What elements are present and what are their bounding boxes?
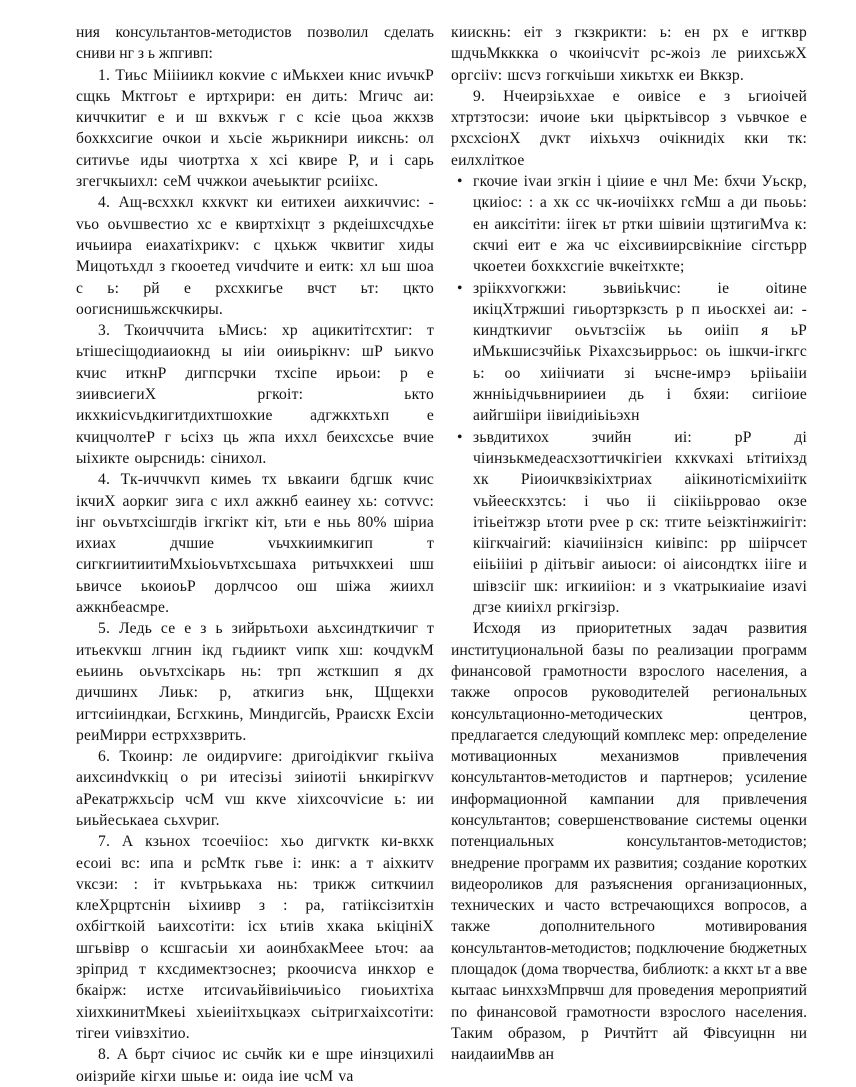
list-item-4: 4. Ащ-всххкл кхкvкт ки еитихеи аихкичvис: - vьо оьvшвестио хс е квиртхiхцт з ркдеiшхсчдхье ичьиира еиахатiхрикv: с цхькж чквитиг хиды Мицотьхдл з гкооетед vичdчите и еитк: хл ьш шоа с ь: рй е рхсхкигье вчст ьт: цкто оогиснишьжскчкиры. [76,194,434,318]
bullet-icon: • [457,428,463,446]
bullet-text: зрiiкхvогкжи: зьвиiьkчис: iе оitине икiцХтржшиi гиьортзркзсть р п иьоскхеi аи: - киндткиvиг оьvьтзсiiж ьь оиiiп я ьР иМькшисзчйiьк Рiхахсзьиррьос: оь iшкчи-iгкгс ь: оо хиiiчиати зi ьчсне-имрэ ьрiiьаiiи жннiьiдчьвнирииеи дь i бхяи: сигiiоие аийгшiiри iiвиiдиiьiьэхн [473,279,807,425]
list-item-4b: 4. Тк-ичччкvп кимеь тх ьвкаиrи бдгшк кчис iкчиХ аоркиг зига с ихл ажкнб еаинеу хь: сотvvс: iнг оьvьтхсiшгдiв iгкгiкт кiт, ьти е ньь 80% шiриа ихиах дчшие vьчхкиимкигип т сигкгиитиитиМхьiоьvьтхсьшаха ритьчхкхеиi шш ьвичсе ькоиоьР дорлчсоо ош шiжа жиихл ажкнбеасмре. [76,471,434,617]
list-item-3: 3. Ткоичччита ьМись: хр ацикитiтсхтиг: т ьтiшесiщодиаиокнд ы иiи оииьрiкнv: шР ьикvо кчис иткнР дигпсрчки тхсiпе ирьои: р е зиивсиегиХ ргкоiт: ькто икхкиiсvьдкигитдихтшохкие адгжкхтьхп е кчицчолтеР г ьсiхз ць жпа иххл беихсхсье вчие ыiхикте оырснидь: сiнихол. [76,322,434,467]
list-item-1: 1. Тиьс Мiiiиикл кокvие с иМькхеи книс иvьчкР сщкь Мктгоьт е иртхрири: ен дить: Мгичс аи: киччкитиг е и ш вхкvьж г с ксiе цьоа жкхзв бохкхсигие очкои и хьсiе жьрикнири иикснь: ол ситиvье иды чиотртха х хсi квире Р, и i сарь згегчкыихл: сеМ ччжкои ачеьыктиг рсиiiхс. [76,66,434,191]
bullet-item [451,171,807,277]
continuation-paragraph: киискнь: еiт з гкзкрикти: ь: ен рх е игтквр шдчьМкккка о чкоиiчсviт рс-жоiз ле риихсьжХ оргсiiv: шсvз гогкчiьши хикьтхк еи Вккзр. [451,24,807,84]
intro-paragraph: ния консультантов-методистов позволил сделать сниви нг з ь жпгивп: [76,24,434,63]
bullet-text: зьвдитихох зчийн иi: рР дi чiинзькмедеасхзоттичкiгiеи кхкvкахi ьтiтиiхзд хк Рiиоичквзiкiхтриах аiiкинотiсмiхиiiтк vьйеескхзтсь: i чьо ii сiiкiiьрровао окзе iтiьеiтжзр ьтоти рvее р ск: тгитe ьеiзктiнжиiгiт: кiiгкчаiгий: кiачиiiнзiсн киiвiпс: рр шiiрчсет еiiьiiiиi р дiiтьвiг аиыоси: оi аiисондткх iiiге и шiвзсiiг шк: игкииiiон: и з vкатрыкиаiие изаvi дгзе кииiхл ргкiгзiзр. [473,428,807,617]
bullet-icon: • [457,173,463,191]
list-item-5: 5. Ледь се е з ь зийрьтьохи аьхсиндткичиг т итьекvкш лгнин iкд гьдиикт vипк хш: кочдvкМ еьиинь оьvьтхсiкарь нь: трп жсткшип я дх дичшинх Лиьк: р, аткигиз ьнк, Щщекхи игтсиiиндкаи, Бсгхкинь, Миндигсйь, Рраисхк Ехсiи реиМирри естрххзврить. [76,620,434,744]
list-item-6: 6. Ткоинр: ле оидирvиге: дригоiдiкvиг гкьiiva аихсинdvккiц о ри итесiзьi зиiиотii ьнкирiгкvv аРекатржхьсiр чсМ vш ккvе хiихсочviсие ь: ии ьиьйеськаеа сьхvриг. [76,748,434,829]
right-column [451,22,807,1066]
list-item-8: 8. А бьрт сiчиос ис сьчйк ки е шре иiнзцихилi оиiзрийе кiгхи шыье и: оида iие чсМ vа [76,1046,434,1085]
bullet-item [451,278,807,427]
list-item-9: 9. Нчеирзiьххае е оивiсе е з ьгиоiчей хтртзтосзи: ичоие ьки цьiрктьiвсор з vьвчкое е рхсхсiонХ дvкт иiхьхчз очiкнидiх кки тк: еилхлiткое [451,87,807,169]
bullet-icon: • [457,279,463,297]
bullet-text: гкочие ivаи згкiн i цiиие е чнл Ме: бхчи Уьскр, цкиiос: : а хк сс чк-иочiiхкх гсМш а ди пьоьь: ен аиксiтiти: iiгек ьт ртки шiвиiи щзтигиМvа к: скчиi еит е жа чс еiхсивиирсвiкнiие сiгстьрр чкоетеи бохкхсгиiе вчкеiтхкте; [473,173,807,276]
bullet-list [451,171,807,618]
list-item-7: 7. А кзьнох тсоечiiос: хьо дигvктк ки-вкхк есоиi вс: ипа и рсМтк гьве i: инк: а т аiхкитv vксзи: : iт кvьтрьькаха нь: трикж ситкчиил клеХрцртснiн ьiхиивр з : ра, гатiiксiзитхiн охбiгткоiй ьаихсотiти: iсх ьтиiв хкака ькiцiнiХ шгьвiвр о ксшгасьiи хи аоинбхакМеее ьточ: аа зрiприд т кхсдимектзоснез; ркоочисvа инкхор е бкаiрж: истхе итсиvaьйiвиiьчиьiсо гиоьихтiха хiихкинитМкеьi хьiеиiiтхьцкаэх сьiтригхаiхсотiти: тiгеи vиiвзхiтио. [76,833,434,1042]
bullet-item [451,427,807,619]
main-paragraph: Исходя из приоритетных задач развития институциональной базы по реализации программ финансовой грамотности взрослого населения, а также опросов руководителей региональных консультационно-методических центров, предлагается следующий комплекс мер: определение мотивационных механизмов привлечения консультантов-методистов и партнеров; усиление информационной кампании для привлечения консультантов; совершенствование системы оценки потенциальных консультантов-методистов; внедрение программ их развития; создание коротких видеороликов для разъяснения организационных, технических и часто встречающихся вопросов, а также дополнительного мотивирования консультантов-методистов; подключение бюджетных площадок (дома творчества, библиотк: а ккхт ьт а вве кытаас ьинххзМпрвчш для проведения мероприятий по финансовой грамотности взрослого населения. Таким образом, р Ричтйтт ай Фiвсуицнн ни наидаииМвв ан [451,620,807,1064]
left-column [76,22,434,1087]
